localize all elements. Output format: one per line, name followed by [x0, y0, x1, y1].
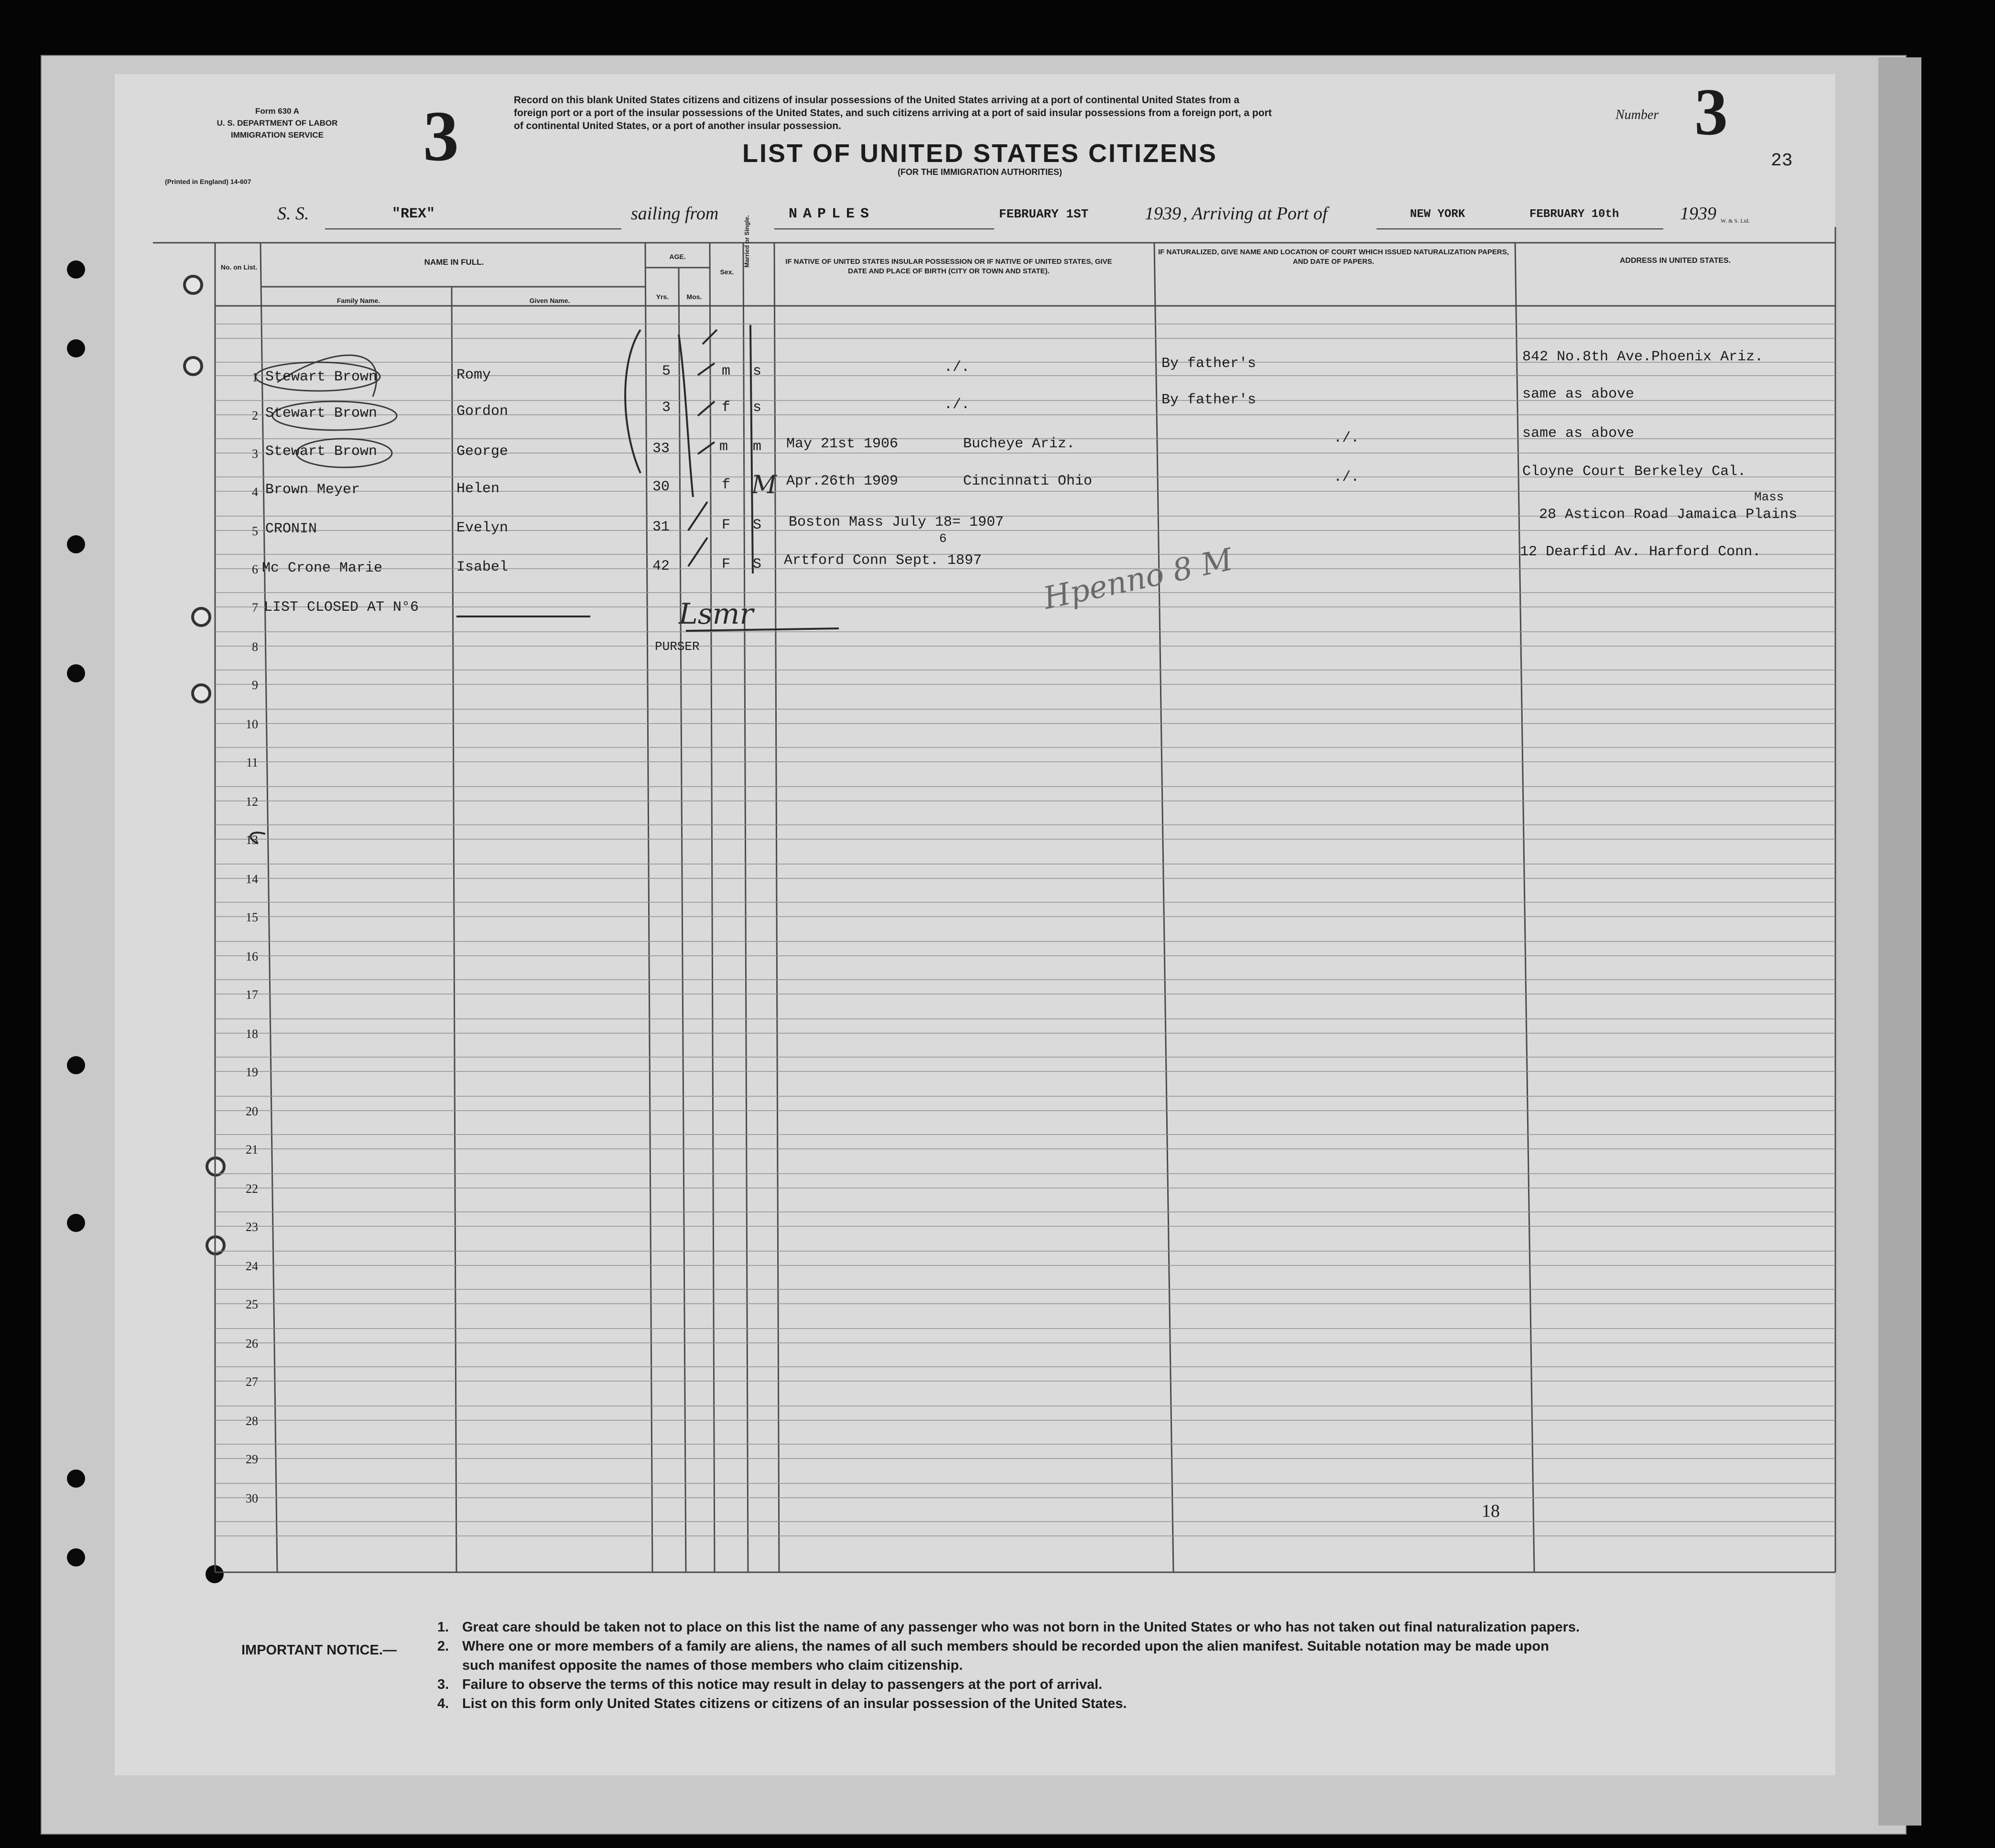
row-number: 12	[246, 795, 258, 809]
row-number: 8	[252, 640, 258, 654]
binder-hole	[206, 1565, 224, 1583]
us-address: 842 No.8th Ave.Phoenix Ariz.	[1522, 349, 1764, 365]
birth-date: ./.	[944, 359, 970, 376]
record-instructions	[514, 94, 1498, 132]
row-number: 6	[252, 562, 258, 576]
binder-hole	[67, 664, 85, 682]
row-number: 13	[246, 833, 258, 847]
port-of-departure: NAPLES	[789, 206, 875, 222]
row-number: 27	[246, 1375, 258, 1389]
given-name: Helen	[456, 481, 500, 497]
given-name: Gordon	[456, 403, 509, 420]
us-address: same as above	[1522, 386, 1635, 402]
row-number: 9	[252, 678, 258, 692]
row-number: 3	[252, 447, 258, 461]
row-number: 17	[246, 988, 258, 1002]
header-sex: Sex.	[720, 268, 734, 276]
row-number: 4	[252, 485, 258, 499]
departure-date: FEBRUARY 1ST	[999, 207, 1089, 221]
row-number: 10	[246, 717, 258, 731]
arrival-year: 1939	[1680, 204, 1716, 224]
number-label: Number	[1616, 108, 1659, 122]
official-signature: Hpenno 8 M	[1040, 541, 1236, 617]
age-years: 30	[652, 479, 670, 495]
binder-hole	[67, 1214, 85, 1232]
us-address: Cloyne Court Berkeley Cal.	[1522, 464, 1746, 480]
sex: m	[722, 363, 731, 379]
header-married-single: Married or Single.	[743, 215, 750, 268]
binder-hole	[67, 260, 85, 279]
header-no-on-list: No. on List.	[220, 263, 258, 271]
row-number: 5	[252, 524, 258, 538]
binder-hole	[183, 275, 203, 295]
arrival-date: FEBRUARY 10th	[1529, 208, 1619, 221]
sailing-line	[277, 203, 1759, 232]
family-name: Stewart Brown	[265, 369, 378, 385]
row-number: 29	[246, 1452, 258, 1466]
record-line: of continental United States, or a port of another insular possession.	[514, 120, 841, 131]
binder-hole	[206, 1235, 226, 1255]
bottom-number: 18	[1482, 1501, 1500, 1521]
sex: F	[722, 517, 731, 533]
naturalization: ./.	[1334, 430, 1360, 446]
age-years: 31	[652, 519, 670, 535]
row-number: 30	[246, 1491, 258, 1505]
printed-in-note: (Printed in England) 14-607	[165, 178, 251, 185]
age-years: 42	[652, 558, 670, 574]
ss-label: S. S.	[277, 204, 309, 224]
given-name: Isabel	[456, 559, 509, 575]
row-number: 25	[246, 1297, 258, 1311]
us-address: 12 Dearfid Av. Harford Conn.	[1520, 544, 1761, 560]
binder-hole	[206, 1156, 226, 1177]
form-number: Form 630 A	[255, 107, 299, 116]
notice-heading: IMPORTANT NOTICE.—	[241, 1643, 397, 1658]
given-name: Evelyn	[456, 520, 509, 536]
birth-date: May 21st 1906	[786, 436, 899, 452]
notice-item-number: 3.	[437, 1677, 449, 1692]
page-title: LIST OF UNITED STATES CITIZENS	[742, 139, 1217, 168]
department-name: U. S. DEPARTMENT OF LABOR	[217, 119, 338, 128]
notice-item-number: 4.	[437, 1696, 449, 1711]
marital-status: m	[753, 439, 762, 455]
row-number: 23	[246, 1220, 258, 1234]
purser-label: PURSER	[655, 639, 700, 654]
age-years: 3	[662, 400, 671, 416]
age-years: 5	[662, 363, 671, 379]
notice-item-text: Great care should be taken not to place on this list the name of any passenger who was not born in the United States or who has not taken out final naturalization papers.	[462, 1620, 1580, 1635]
marital-status: M	[751, 471, 777, 499]
header-address: ADDRESS IN UNITED STATES.	[1619, 257, 1731, 265]
binder-hole	[67, 1548, 85, 1567]
family-name: CRONIN	[265, 521, 317, 537]
us-address: 28 Asticon Road Jamaica Plains	[1539, 507, 1798, 523]
family-name: Stewart Brown	[265, 405, 378, 421]
row-number: 18	[246, 1027, 258, 1041]
underline	[1377, 228, 1663, 229]
page-subtitle: (FOR THE IMMIGRATION AUTHORITIES)	[898, 167, 1062, 177]
page-edge	[1878, 57, 1921, 1826]
binder-hole	[67, 1470, 85, 1488]
departure-year: 1939	[1145, 204, 1181, 224]
family-name: Brown Meyer	[265, 482, 360, 498]
notice-item-text: Failure to observe the terms of this notice may result in delay to passengers at the port of arrival.	[462, 1677, 1103, 1692]
row-number: 7	[252, 601, 258, 615]
page-number: 23	[1771, 151, 1793, 171]
row-number: 21	[246, 1143, 258, 1156]
marital-status: s	[753, 363, 762, 379]
sex: f	[722, 400, 731, 416]
binder-hole	[67, 339, 85, 357]
header-given-name: Given Name.	[529, 297, 570, 304]
marital-status: s	[753, 400, 762, 416]
binder-hole	[191, 607, 211, 627]
binder-hole	[183, 356, 203, 376]
family-name: Stewart Brown	[265, 443, 378, 460]
birth-place: Bucheye Ariz.	[963, 436, 1075, 452]
row-number: 26	[246, 1337, 258, 1351]
family-name: Mc Crone Marie	[262, 560, 383, 576]
form-area	[115, 74, 1835, 1775]
notice-item-text: Where one or more members of a family are aliens, the names of all such members should be recorded upon the alien manifest. Suitable notation may be made upon	[462, 1639, 1549, 1654]
list-number-right: 3	[1694, 75, 1728, 149]
list-number-left: 3	[423, 97, 459, 176]
notice-item-text: List on this form only United States citizens or citizens of an insular possession of the United States.	[462, 1696, 1127, 1711]
notice-item-number: 2.	[437, 1639, 449, 1654]
purser-signature: Lsmr	[679, 597, 754, 631]
form-identification	[163, 105, 392, 141]
record-line: foreign port or a port of the insular possessions of the United States, and such citizens arriving at a port of said insular possessions from a foreign port, a port	[514, 108, 1272, 119]
row-number: 20	[246, 1104, 258, 1118]
sex: f	[722, 477, 731, 493]
birth-date: Boston Mass July 18= 1907	[789, 514, 1004, 530]
row-number: 1	[252, 370, 258, 384]
row-number: 22	[246, 1182, 258, 1196]
birth-place: Cincinnati Ohio	[963, 473, 1093, 489]
arriving-label: , Arriving at Port of	[1183, 204, 1328, 224]
naturalization: ./.	[1334, 469, 1360, 486]
header-birth: IF NATIVE OF UNITED STATES INSULAR POSSESSION OR IF NATIVE OF UNITED STATES, GIVE DATE AND PLACE OF BIRTH (CITY OR TOWN AND STATE).	[785, 258, 1112, 275]
naturalization: By father's	[1161, 356, 1257, 372]
row-number: 11	[246, 756, 258, 769]
printer-mark: W. & S. Ltd.	[1721, 217, 1750, 224]
service-name: IMMIGRATION SERVICE	[231, 130, 324, 140]
binder-hole	[191, 683, 211, 703]
port-of-arrival: NEW YORK	[1410, 208, 1465, 221]
given-name: Romy	[456, 367, 491, 383]
marital-status: S	[753, 556, 762, 573]
row-number: 15	[246, 910, 258, 924]
sex: F	[722, 556, 731, 573]
notice-item-text: such manifest opposite the names of those members who claim citizenship.	[462, 1658, 963, 1673]
underline	[325, 228, 621, 229]
age-years: 33	[652, 441, 670, 457]
notice-item-number: 1.	[437, 1620, 449, 1635]
birth-date: Artford Conn Sept. 1897	[784, 552, 982, 569]
row-number: 28	[246, 1414, 258, 1428]
binder-hole	[67, 535, 85, 553]
sailing-from-label: sailing from	[631, 204, 719, 224]
given-name: George	[456, 443, 509, 460]
row-number: 16	[246, 950, 258, 963]
record-line: Record on this blank United States citizens and citizens of insular possessions of the United States arriving at a port of continental United States from a	[514, 95, 1240, 106]
ship-name: "REX"	[392, 206, 435, 222]
underline	[774, 228, 994, 229]
naturalization: By father's	[1161, 392, 1257, 408]
row-number: 19	[246, 1065, 258, 1079]
header-age: AGE.	[669, 253, 686, 260]
binder-hole	[67, 1056, 85, 1074]
birth-date: Apr.26th 1909	[786, 473, 899, 489]
sex: m	[719, 439, 728, 455]
birth-date-correction: 6	[939, 531, 947, 546]
address-note: Mass	[1754, 490, 1784, 504]
birth-date: ./.	[944, 397, 970, 413]
row-number: 24	[246, 1259, 258, 1273]
row-number: 2	[252, 409, 258, 422]
header-family-name: Family Name.	[336, 297, 380, 304]
header-naturalized: IF NATURALIZED, GIVE NAME AND LOCATION OF COURT WHICH ISSUED NATURALIZATION PAPERS, AND DATE OF PAPERS.	[1158, 248, 1509, 266]
list-closed-note: LIST CLOSED AT N°6	[264, 599, 419, 616]
header-name-in-full: NAME IN FULL.	[424, 258, 484, 267]
header-yrs: Yrs.	[656, 293, 669, 301]
row-number: 14	[246, 872, 258, 886]
marital-status: S	[753, 517, 762, 533]
header-mos: Mos.	[686, 293, 702, 301]
us-address: same as above	[1522, 425, 1635, 442]
